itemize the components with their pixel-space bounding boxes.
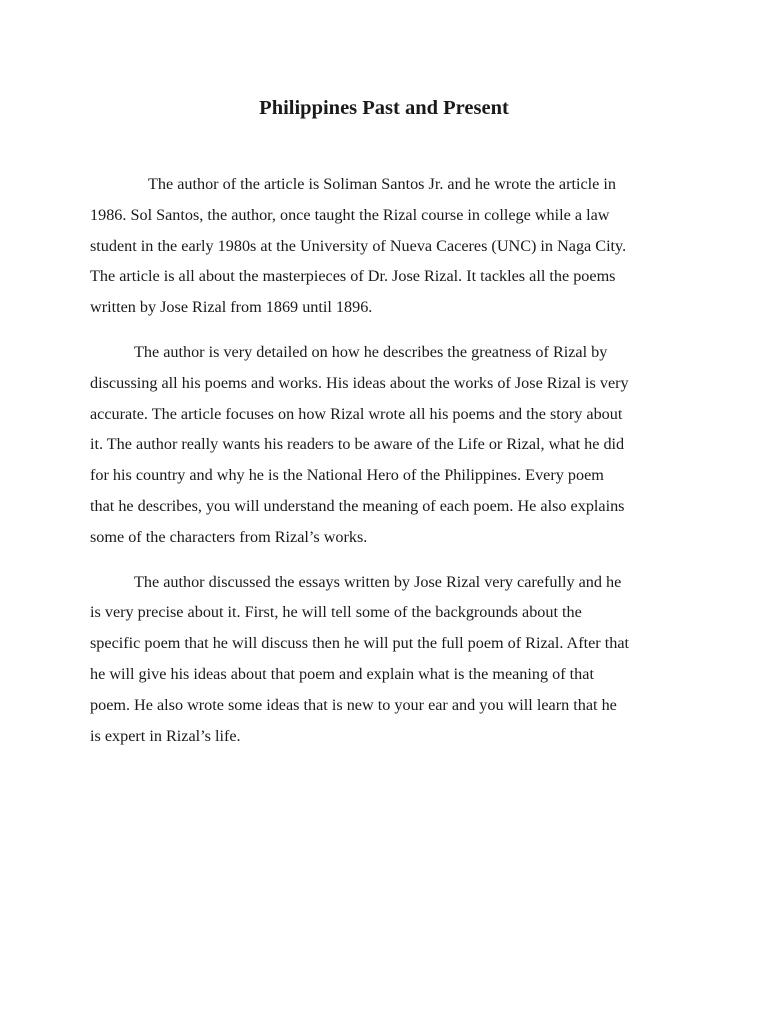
paragraph-line: specific poem that he will discuss then he will put the full poem of Rizal. After that bbox=[90, 634, 630, 653]
paragraph-2 bbox=[90, 337, 690, 553]
paragraph-line: it. The author really wants his readers to be aware of the Life or Rizal, what he did bbox=[90, 435, 625, 454]
document-body bbox=[90, 169, 690, 765]
paragraph-line: The author is very detailed on how he describes the greatness of Rizal by bbox=[134, 342, 608, 361]
paragraph-line: for his country and why he is the National Hero of the Philippines. Every poem bbox=[90, 466, 604, 485]
paragraph-3 bbox=[90, 567, 690, 752]
paragraph-line: The article is all about the masterpieces of Dr. Jose Rizal. It tackles all the poems bbox=[90, 267, 616, 286]
paragraph-line: he will give his ideas about that poem and explain what is the meaning of that bbox=[90, 664, 594, 683]
document-title: Philippines Past and Present bbox=[259, 97, 509, 119]
paragraph-line: The author discussed the essays written by Jose Rizal very carefully and he bbox=[134, 572, 622, 591]
paragraph-line: is expert in Rizal’s life. bbox=[90, 726, 241, 745]
paragraph-line: The author of the article is Soliman Santos Jr. and he wrote the article in bbox=[148, 175, 616, 193]
paragraph-line: student in the early 1980s at the University of Nueva Caceres (UNC) in Naga City. bbox=[90, 236, 627, 255]
paragraph-line: poem. He also wrote some ideas that is new to your ear and you will learn that he bbox=[90, 695, 617, 714]
paragraph-line: written by Jose Rizal from 1869 until 1896. bbox=[90, 298, 373, 317]
paragraph-line: accurate. The article focuses on how Rizal wrote all his poems and the story about bbox=[90, 404, 623, 423]
paragraph-line: some of the characters from Rizal’s works. bbox=[90, 527, 368, 546]
paragraph-1 bbox=[90, 169, 690, 323]
paragraph-line: is very precise about it. First, he will tell some of the backgrounds about the bbox=[90, 603, 582, 622]
paragraph-line: discussing all his poems and works. His ideas about the works of Jose Rizal is very bbox=[90, 373, 629, 392]
paragraph-line: that he describes, you will understand the meaning of each poem. He also explains bbox=[90, 496, 625, 515]
paragraph-line: 1986. Sol Santos, the author, once taught the Rizal course in college while a law bbox=[90, 205, 610, 224]
